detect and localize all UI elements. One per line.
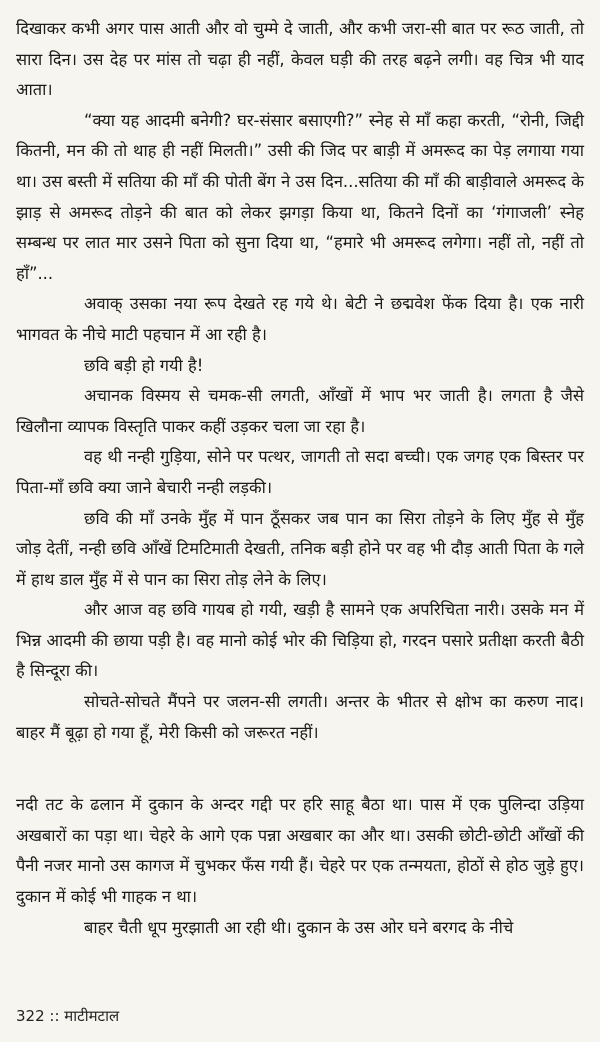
paragraph-4: छवि बड़ी हो गयी है! <box>84 355 204 375</box>
paragraph-2: “क्या यह आदमी बनेगी? घर-संसार बसाएगी?” स्नेह से माँ कहा करती, “रोनी, जिद्दी कितनी, मन की तो थाह ही नहीं मिलती।” उसी की जिद पर बाड़ी में अमरूद का पेड़ लगाया गया था। उस बस्ती में सतिया की माँ की पोती बेंग ने उस दिन...सतिया की माँ की बाड़ीवाले अमरूद के झाड़ से अमरूद तोड़ने की बात को लेकर झगड़ा किया था, कितने दिनों का ‘गंगाजली’ स्नेह सम्बन्ध पर लात मार उसने पिता को सुना दिया था, “हमारे भी अमरूद लगेगा। नहीं तो, नहीं तो हाँ”... <box>16 110 584 283</box>
paragraph-1: दिखाकर कभी अगर पास आती और वो चुम्मे दे जाती, और कभी जरा-सी बात पर रूठ जाती, तो सारा दिन। उस देह पर मांस तो चढ़ा ही नहीं, केवल घड़ी की तरह बढ़ने लगी। वह चित्र भी याद आता। <box>16 19 584 100</box>
section-1 <box>16 14 584 748</box>
paragraph-9: सोचते-सोचते मैंपने पर जलन-सी लगती। अन्तर के भीतर से क्षोभ का करुण नाद। बाहर मैं बूढ़ा हो गया हूँ, मेरी किसी को जरूरत नहीं। <box>16 692 584 742</box>
paragraph-7: छवि की माँ उनके मुँह में पान ठूँसकर जब पान का सिरा तोड़ने के लिए मुँह से मुँह जोड़ देतीं, नन्ही छवि आँखें टिमटिमाती देखती, तनिक बड़ी होने पर वह भी दौड़ आती पिता के गले में हाथ डाल मुँह में से पान का सिरा तोड़ लेने के लिए। <box>16 508 584 589</box>
paragraph-8: और आज वह छवि गायब हो गयी, खड़ी है सामने एक अपरिचिता नारी। उसके मन में भिन्न आदमी की छाया पड़ी है। वह मानो कोई भोर की चिड़िया हो, गरदन पसारे प्रतीक्षा करती बैठी है सिन्दूरा की। <box>16 600 584 681</box>
paragraph-3: अवाक् उसका नया रूप देखते रह गये थे। बेटी ने छद्मवेश फेंक दिया है। एक नारी भागवत के नीचे माटी पहचान में आ रही है। <box>16 294 584 344</box>
paragraph-10: नदी तट के ढलान में दुकान के अन्दर गद्दी पर हरि साहू बैठा था। पास में एक पुलिन्दा उड़िया अखबारों का पड़ा था। चेहरे के आगे एक पन्ना अखबार का और था। उसकी छोटी-छोटी आँखों की पैनी नजर मानो उस कागज में चुभकर फँस गयी हैं। चेहरे पर एक तन्मयता, होठों से होठ जुड़े हुए। दुकान में कोई भी गाहक न था। <box>16 795 584 907</box>
section-break <box>16 748 584 790</box>
paragraph-5: अचानक विस्मय से चमक-सी लगती, आँखों में भाप भर जाती है। लगता है जैसे खिलौना व्यापक विस्तृति पाकर कहीं उड़कर चला जा रहा है। <box>16 386 584 436</box>
paragraph-6: वह थी नन्ही गुड़िया, सोने पर पत्थर, जागती तो सदा बच्ची। एक जगह एक बिस्तर पर पिता-माँ छवि क्या जाने बेचारी नन्ही लड़की। <box>16 447 584 497</box>
page-footer: 322 :: माटीमटाल <box>16 1007 120 1025</box>
paragraph-11: बाहर चैती धूप मुरझाती आ रही थी। दुकान के उस ओर घने बरगद के नीचे <box>84 917 514 937</box>
section-2 <box>16 790 584 943</box>
